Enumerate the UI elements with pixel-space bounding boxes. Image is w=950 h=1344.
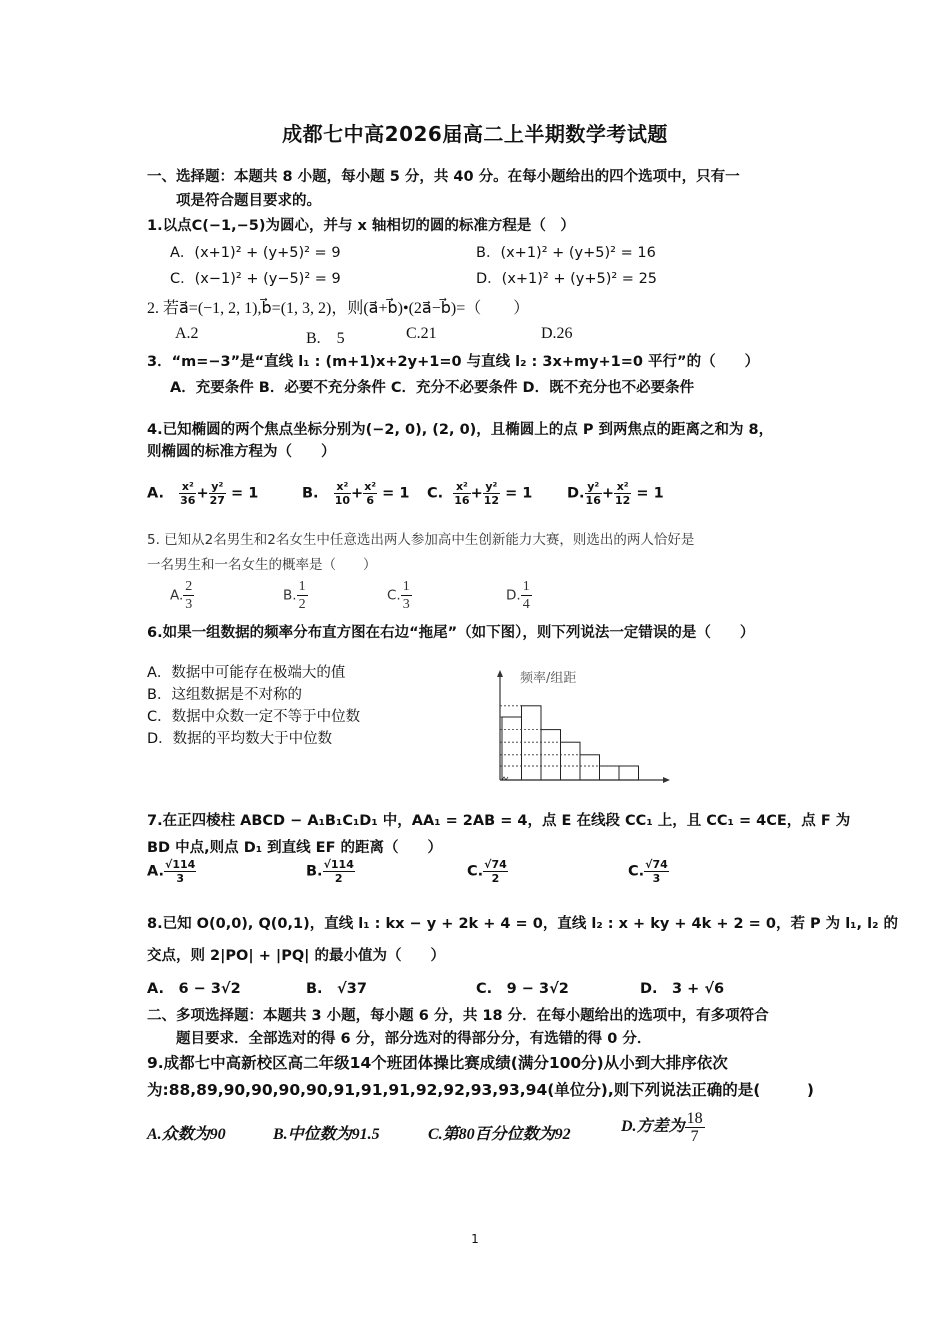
- q4-d-plus: +: [601, 485, 615, 502]
- q4-d-label: D.: [567, 485, 585, 502]
- q5-b-d: 2: [298, 597, 306, 612]
- q5-b-n: 1: [298, 579, 306, 594]
- histogram-bar-1: [502, 717, 522, 780]
- q7-a-d: 3: [176, 872, 184, 885]
- q5-b-frac: [297, 578, 308, 613]
- q5-stem-line1: 5. 已知从2名男生和2名女生中任意选出两人参加高中生创新能力大赛，则选出的两人恰好是: [147, 532, 695, 548]
- q4-a-n1: x²: [179, 480, 196, 494]
- q5-d-frac: [521, 578, 532, 613]
- q1-option-c: C．(x−1)² + (y−5)² = 9: [170, 271, 341, 287]
- section1-line2: 项是符合题目要求的。: [176, 193, 321, 209]
- q5-b-label: B.: [283, 587, 297, 604]
- histogram-bar-2: [522, 706, 542, 780]
- histogram-bar-6: [600, 766, 620, 780]
- q7-a-n: √114: [165, 858, 196, 871]
- q4-a-frac2: [209, 480, 226, 507]
- q9-d-label: D.方差为: [621, 1118, 685, 1136]
- q5-option-c: [387, 578, 412, 613]
- page-number: 1: [471, 1232, 479, 1246]
- q6-stem: 6.如果一组数据的频率分布直方图在右边“拖尾”（如下图），则下列说法一定错误的是（ ）: [147, 625, 755, 641]
- histogram-bars: [500, 706, 639, 780]
- q4-stem-line1: 4.已知椭圆的两个焦点坐标分别为(−2, 0), (2, 0)，且椭圆上的点 P 到两焦点的距离之和为 8，: [147, 422, 774, 438]
- q4-d-eq: = 1: [636, 485, 664, 502]
- q2-option-c: C.21: [406, 325, 437, 342]
- section1-line1: 一、选择题：本题共 8 小题，每小题 5 分，共 40 分。在每小题给出的四个选项中，只有一: [147, 169, 740, 185]
- q6-option-c: C．数据中众数一定不等于中位数: [147, 709, 361, 725]
- q4-b-d2: 6: [366, 494, 374, 507]
- q5-c-frac: [401, 578, 412, 613]
- q4-b-frac1: [334, 480, 351, 507]
- q9-d-frac: [685, 1110, 705, 1145]
- q4-c-eq: = 1: [505, 485, 533, 502]
- q5-c-n: 1: [402, 579, 410, 594]
- q3-options: A．充要条件 B．必要不充分条件 C．充分不必要条件 D．既不充分也不必要条件: [170, 380, 695, 396]
- q4-c-d2: 12: [483, 494, 500, 507]
- q4-c-n1: x²: [453, 480, 470, 494]
- q6-option-b: B．这组数据是不对称的: [147, 687, 302, 703]
- histogram-chart: [490, 664, 670, 784]
- q4-option-b: [302, 480, 409, 507]
- section2-line2: 题目要求．全部选对的得 6 分，部分选对的得部分分，有选错的得 0 分．: [176, 1031, 652, 1047]
- q4-c-label: C.: [427, 485, 444, 502]
- q6-option-d: D．数据的平均数大于中位数: [147, 731, 333, 747]
- q3-stem: 3．“m=−3”是“直线 l₁ : (m+1)x+2y+1=0 与直线 l₂ : 3x+my+1=0 平行”的（ ）: [147, 354, 760, 370]
- q5-option-a: [170, 578, 194, 613]
- q5-d-d: 4: [522, 597, 530, 612]
- q8-option-b: B. √37: [306, 981, 367, 997]
- section2-line1: 二、多项选择题：本题共 3 小题，每小题 6 分，共 18 分．在每小题给出的选项中，有多项符合: [147, 1008, 769, 1024]
- q9-option-d: [621, 1110, 705, 1145]
- q4-d-d1: 16: [585, 494, 601, 507]
- q9-option-c: C.第80百分位数为92: [428, 1126, 571, 1143]
- q9-option-a: A.众数为90: [147, 1126, 226, 1143]
- q4-b-n2: x²: [364, 480, 377, 493]
- q8-option-d: D. 3 + √6: [640, 981, 725, 997]
- q5-c-d: 3: [402, 597, 410, 612]
- page-title: 成都七中高2026届高二上半期数学考试题: [282, 122, 668, 146]
- q2-option-a: A.2: [175, 325, 199, 342]
- q4-b-plus: +: [351, 485, 364, 502]
- q7-stem-line2: BD 中点,则点 D₁ 到直线 EF 的距离（ ）: [147, 840, 443, 856]
- q4-d-d2: 12: [615, 494, 631, 507]
- q7-d-label: C.: [628, 863, 645, 880]
- q5-c-label: C.: [387, 587, 401, 604]
- q4-b-d1: 10: [334, 494, 351, 507]
- q4-a-n2: y²: [209, 480, 226, 494]
- q4-a-eq: = 1: [231, 485, 259, 502]
- q4-option-a: [147, 480, 258, 507]
- q4-c-n2: y²: [483, 480, 500, 494]
- histogram-bar-4: [561, 742, 581, 780]
- q7-c-n: √74: [484, 858, 507, 871]
- q2-stem: 2. 若a⃗=(−1, 2, 1),b⃗=(1, 3, 2)，则(a⃗+b⃗)•(2a⃗−b⃗)=（ ）: [147, 300, 530, 317]
- q4-c-d1: 16: [454, 494, 470, 507]
- q7-d-d: 3: [652, 872, 661, 885]
- q1-stem: 1.以点C(−1,−5)为圆心，并与 x 轴相切的圆的标准方程是（ ）: [147, 218, 575, 234]
- q7-b-d: 2: [334, 872, 343, 885]
- q8-stem-line1: 8.已知 O(0,0), Q(0,1)，直线 l₁ : kx − y + 2k + 4 = 0，直线 l₂ : x + ky + 4k + 2 = 0，若 P 为 l₁, l₂ 的: [147, 916, 898, 932]
- q5-d-label: D.: [506, 587, 521, 604]
- q4-d-frac2: [614, 480, 631, 507]
- q7-a-frac: [164, 858, 196, 885]
- q2-option-d: D.26: [541, 325, 573, 342]
- q7-stem-line1: 7.在正四棱柱 ABCD − A₁B₁C₁D₁ 中，AA₁ = 2AB = 4，点 E 在线段 CC₁ 上，且 CC₁ = 4CE，点 F 为: [147, 813, 851, 829]
- q5-a-n: 2: [185, 579, 193, 594]
- q4-b-label: B.: [302, 485, 319, 502]
- q6-option-a: A．数据中可能存在极端大的值: [147, 665, 346, 681]
- q4-c-frac1: [453, 480, 470, 507]
- q5-a-frac: [183, 578, 194, 613]
- q7-d-n: √74: [645, 858, 668, 871]
- q8-option-c: C. 9 − 3√2: [476, 981, 569, 997]
- q5-a-label: A.: [170, 587, 184, 604]
- q4-a-label: A.: [147, 485, 164, 502]
- q5-d-n: 1: [522, 579, 530, 594]
- q1-option-b: B．(x+1)² + (y+5)² = 16: [476, 245, 656, 261]
- q4-b-n1: x²: [334, 480, 351, 494]
- q4-a-d1: 36: [180, 494, 196, 507]
- y-axis-arrow: [497, 670, 503, 677]
- q7-d-frac: [644, 858, 669, 885]
- q5-a-d: 3: [185, 597, 193, 612]
- q4-option-c: [427, 480, 532, 507]
- q7-option-c: [467, 858, 508, 885]
- q7-c-frac: [483, 858, 508, 885]
- histogram-bar-5: [580, 755, 600, 780]
- q5-stem-line2: 一名男生和一名女生的概率是（ ）: [147, 557, 377, 573]
- q7-b-label: B.: [306, 863, 323, 880]
- q7-c-d: 2: [491, 872, 500, 885]
- q4-option-d: [567, 480, 664, 507]
- q4-c-plus: +: [470, 485, 483, 502]
- q7-option-d: [628, 858, 669, 885]
- q7-b-frac: [323, 858, 355, 885]
- q8-option-a: A. 6 − 3√2: [147, 981, 241, 997]
- q4-c-frac2: [483, 480, 500, 507]
- q8-stem-line2: 交点，则 2|PO| + |PQ| 的最小值为（ ）: [147, 948, 446, 964]
- q4-d-frac1: [585, 480, 602, 507]
- q2-option-b: B. 5: [306, 330, 345, 347]
- q9-d-n: 18: [686, 1110, 703, 1127]
- q4-a-plus: +: [196, 485, 209, 502]
- q5-option-b: [283, 578, 308, 613]
- q4-d-n2: x²: [614, 480, 631, 494]
- q9-stem-line1: 9.成都七中高新校区高二年级14个班团体操比赛成绩(满分100分)从小到大排序依次: [147, 1054, 728, 1072]
- q7-a-label: A.: [147, 863, 164, 880]
- q4-d-n1: y²: [585, 480, 602, 494]
- q4-b-eq: = 1: [382, 485, 410, 502]
- q7-option-b: [306, 858, 355, 885]
- q7-b-n: √114: [323, 858, 354, 871]
- q5-option-d: [506, 578, 532, 613]
- q4-stem-line2: 则椭圆的标准方程为（ ）: [147, 444, 336, 460]
- q1-option-d: D．(x+1)² + (y+5)² = 25: [476, 271, 658, 287]
- histogram-bar-7: [619, 766, 639, 780]
- q9-d-d: 7: [690, 1128, 699, 1145]
- q4-a-d2: 27: [209, 494, 225, 507]
- q7-option-a: [147, 858, 196, 885]
- q7-c-label: C.: [467, 863, 484, 880]
- q1-option-a: A．(x+1)² + (y+5)² = 9: [170, 245, 341, 261]
- q4-a-frac1: [179, 480, 196, 507]
- q9-stem-line2: 为:88,89,90,90,90,90,91,91,91,92,92,93,93,94(单位分),则下列说法正确的是( ): [147, 1081, 814, 1099]
- x-axis-arrow: [663, 777, 670, 783]
- q9-option-b: B.中位数为91.5: [273, 1126, 380, 1143]
- q4-b-frac2: [363, 480, 377, 507]
- chart-ylabel: 频率/组距: [520, 671, 577, 686]
